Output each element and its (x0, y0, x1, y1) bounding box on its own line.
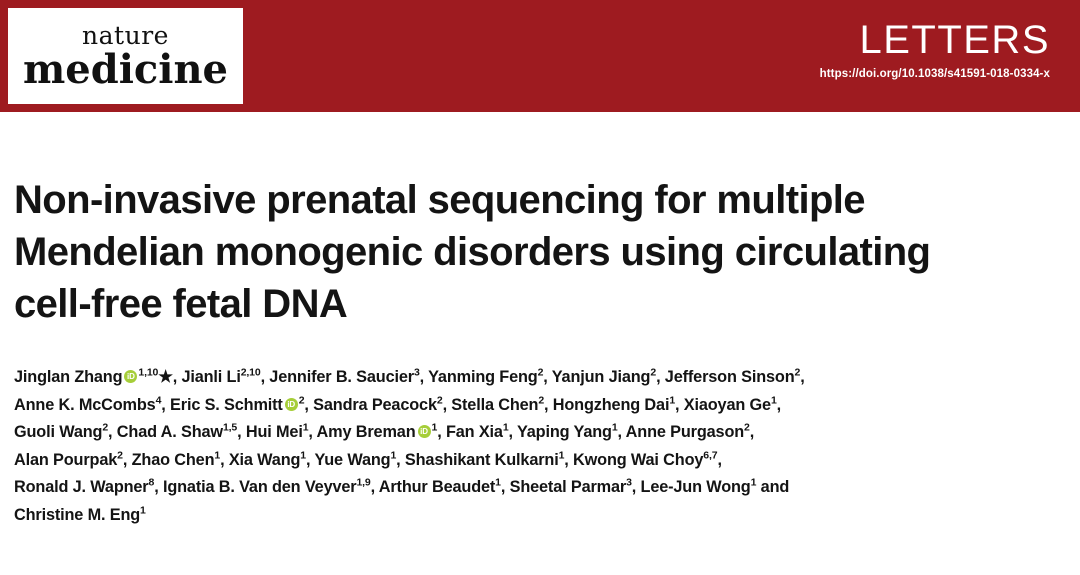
author-name[interactable]: , Arthur Beaudet (370, 478, 496, 496)
orcid-icon[interactable] (418, 425, 431, 438)
affiliation-marker: 3 (413, 366, 420, 379)
author-separator: , (717, 450, 722, 469)
author-separator: , (776, 395, 782, 414)
page-title (14, 174, 1054, 330)
affiliation-marker: 1 (669, 394, 676, 407)
author-line-4 (14, 451, 722, 469)
affiliation-marker: 1 (300, 449, 306, 462)
author-name[interactable]: ★, Jianli Li (158, 368, 241, 386)
affiliation-marker: 3 (626, 476, 632, 489)
author-name[interactable]: , Hui Mei (237, 423, 303, 441)
affiliation-marker: 1 (140, 504, 146, 517)
author-line-6 (14, 506, 146, 524)
journal-logo (8, 8, 243, 104)
author-name[interactable]: Jinglan Zhang (14, 368, 123, 386)
affiliation-marker: 1 (750, 476, 757, 489)
banner-right-group (820, 18, 1050, 80)
author-name[interactable]: , Amy Breman (308, 423, 416, 441)
author-name[interactable]: , Yanjun Jiang (543, 368, 651, 386)
affiliation-marker: 1 (302, 421, 309, 434)
author-name[interactable]: , Zhao Chen (122, 450, 215, 469)
affiliation-marker: 1,9 (356, 476, 371, 489)
author-name[interactable]: , Ignatia B. Van den Veyver (154, 478, 357, 496)
author-name[interactable]: , Lee-Jun Wong (631, 478, 751, 496)
affiliation-marker: 1 (431, 421, 438, 434)
author-name[interactable]: , Xia Wang (220, 450, 301, 469)
author-name[interactable]: , Fan Xia (437, 423, 503, 441)
author-name[interactable]: Anne K. McCombs (14, 395, 156, 414)
section-label: LETTERS (859, 18, 1050, 62)
author-name[interactable]: , Yaping Yang (508, 423, 612, 441)
affiliation-marker: 2 (102, 421, 109, 434)
affiliation-marker: 1,10 (138, 366, 159, 379)
affiliation-marker: 1 (390, 449, 397, 462)
author-name[interactable]: , Yanming Feng (419, 368, 538, 386)
journal-banner (0, 0, 1080, 112)
affiliation-marker: 6,7 (703, 449, 718, 462)
orcid-icon[interactable] (285, 398, 298, 411)
journal-logo-medicine: medicine (22, 45, 229, 93)
author-list (14, 364, 1064, 529)
author-line-1 (14, 368, 805, 386)
affiliation-marker: 2 (794, 366, 801, 379)
author-name[interactable]: , Shashikant Kulkarni (396, 450, 559, 469)
affiliation-marker: 1 (558, 449, 565, 462)
author-name[interactable]: , Yue Wang (306, 450, 391, 469)
author-separator: , (749, 423, 755, 441)
affiliation-marker: 2,10 (240, 366, 261, 379)
author-name[interactable]: , Eric S. Schmitt (161, 395, 283, 414)
author-name[interactable]: , Chad A. Shaw (108, 423, 223, 441)
affiliation-marker: 2 (744, 421, 750, 434)
affiliation-marker: 1 (495, 476, 501, 489)
affiliation-marker: 2 (537, 366, 544, 379)
author-name[interactable]: Christine M. Eng (14, 505, 141, 524)
title-line-3: cell-free fetal DNA (14, 282, 348, 326)
doi-link[interactable]: https://doi.org/10.1038/s41591-018-0334-x (819, 68, 1050, 80)
author-line-3 (14, 423, 754, 441)
affiliation-marker: 4 (155, 394, 162, 407)
author-name[interactable]: , Stella Chen (442, 395, 539, 414)
author-name[interactable]: , Anne Purgason (617, 423, 745, 441)
author-name[interactable]: , Sheetal Parmar (500, 478, 627, 496)
affiliation-marker: 1 (611, 421, 618, 434)
author-name[interactable]: Alan Pourpak (14, 450, 118, 469)
affiliation-marker: 8 (148, 476, 155, 489)
author-name[interactable]: , Xiaoyan Ge (675, 395, 771, 414)
author-name[interactable]: Ronald J. Wapner (14, 478, 149, 496)
affiliation-marker: 2 (117, 449, 123, 462)
author-separator: and (756, 478, 790, 496)
author-name[interactable]: , Hongzheng Dai (544, 395, 670, 414)
author-line-5 (14, 478, 789, 496)
author-name[interactable]: Guoli Wang (14, 423, 103, 441)
journal-logo-nature: nature (82, 20, 169, 50)
author-separator: , (800, 368, 805, 386)
title-line-2: Mendelian monogenic disorders using circulating (14, 230, 931, 274)
author-name[interactable]: , Kwong Wai Choy (564, 450, 704, 469)
affiliation-marker: 2 (436, 394, 443, 407)
affiliation-marker: 2 (538, 394, 545, 407)
affiliation-marker: 2 (298, 394, 305, 407)
affiliation-marker: 2 (650, 366, 657, 379)
author-name[interactable]: , Jefferson Sinson (656, 368, 795, 386)
author-name[interactable]: , Sandra Peacock (304, 395, 437, 414)
title-line-1: Non-invasive prenatal sequencing for multiple (14, 178, 865, 222)
author-name[interactable]: , Jennifer B. Saucier (260, 368, 414, 386)
affiliation-marker: 1 (502, 421, 509, 434)
author-line-2 (14, 396, 781, 414)
orcid-icon[interactable] (124, 370, 137, 383)
affiliation-marker: 1 (770, 394, 777, 407)
affiliation-marker: 1,5 (222, 421, 238, 434)
affiliation-marker: 1 (214, 449, 221, 462)
